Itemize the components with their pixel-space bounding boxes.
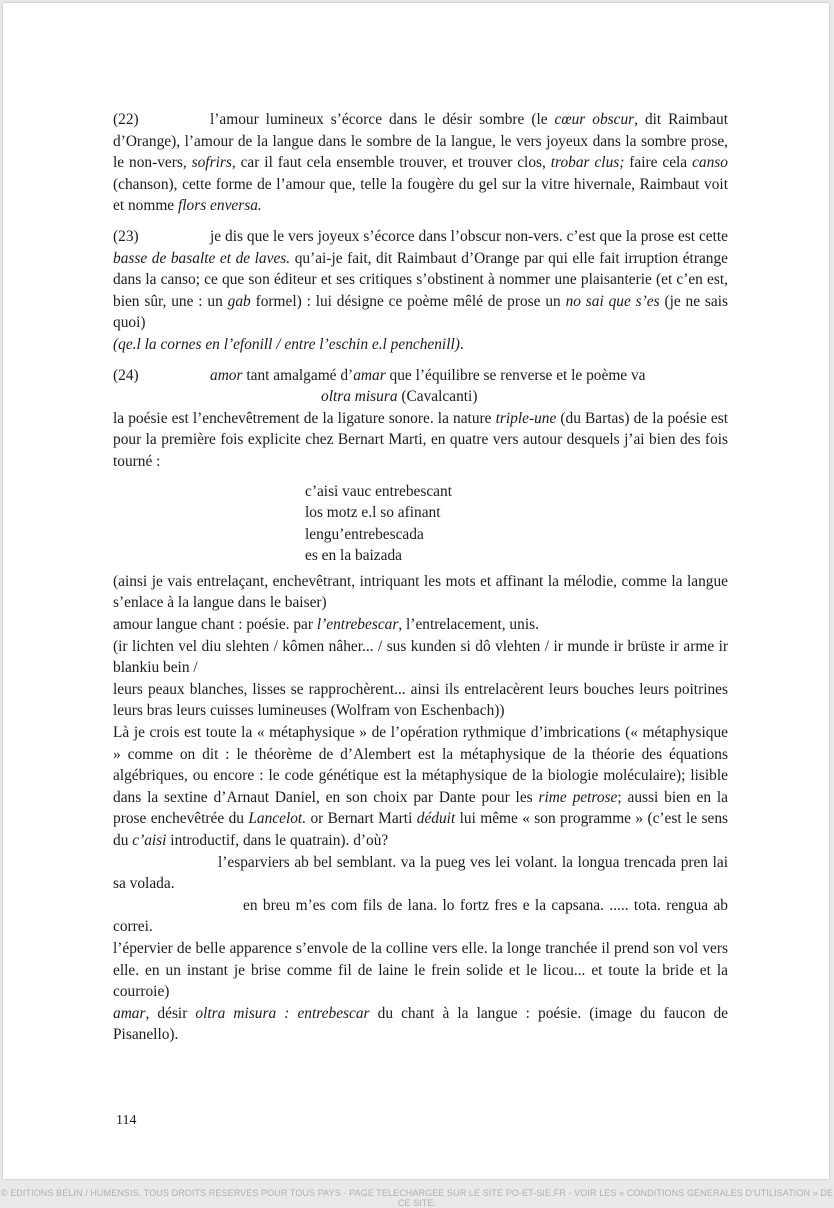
poem-line: c’aisi vauc entrebescant <box>305 482 452 500</box>
paragraph-number: (22) <box>113 111 139 128</box>
amour-line: amour langue chant : poésie. par l’entrebescar, l’entrelacement, unis. <box>113 616 539 634</box>
poem-line: lengu’entrebescada <box>305 525 424 543</box>
centered-line: oltra misura (Cavalcanti) <box>321 388 478 406</box>
epervier-translation: l’épervier de belle apparence s’envole de la colline vers elle. la longe tranchée il prend son vol vers elle. en un instant je brise comme fil de laine le frein solide et le licou... et toute la bride et la courroie) <box>113 939 728 1001</box>
poetry-paragraph: la poésie est l’enchevêtrement de la ligature sonore. la nature triple-une (du Bartas) de la poésie est pour la première fois explicite chez Bernart Marti, en quatre vers autour desquels j’ai bien des fois tourné : <box>113 409 729 470</box>
occitan-verse-2: en breu m’es com fils de lana. lo fortz fres e la capsana. ..... tota. rengua ab correi. <box>113 896 728 936</box>
poem-line: los motz e.l so afinant <box>305 504 441 522</box>
occitan-verse-1: l’esparviers ab bel semblant. va la pueg ves lei volant. la longua trencada pren lai sa volada. <box>113 853 728 893</box>
occitan-quote: (qe.l la cornes en l’efonill / entre l’eschin e.l penchenill) <box>113 335 460 353</box>
paragraph-23: (23) je dis que le vers joyeux s’écorce dans l’obscur non-vers. c’est que la prose est cette basse de basalte et de laves. qu’ai-je fait, dit Raimbaut d’Orange par qui elle fait irruption étrange dans la canso; ce que son éditeur et ses critiques s’obstinent à nommer une plaisanterie (et c’en est, bien sûr, une : un gab formel) : lui désigne ce poème mêlé de prose un no sai que s’es (je ne sais quoi) (qe.l la cornes en l’efonill / entre l’eschin e.l penchenill). <box>113 227 729 353</box>
paragraph-22: (22) l’amour lumineux s’écorce dans le désir sombre (le cœur obscur, dit Raimbaut d’Orange), l’amour de la langue dans le sombre de la langue, le vers joyeux dans la sombre prose, le non-vers, sofrirs, car il faut cela ensemble trouver, et trouver clos, trobar clus; faire cela canso (chanson), cette forme de l’amour que, telle la fougère du gel sur la vitre hivernale, Raimbaut voit et nomme flors enversa. <box>113 111 728 215</box>
paragraph-number: (24) <box>113 366 139 384</box>
paragraph-24: (24) amor tant amalgamé d’amar que l’équilibre se renverse et le poème va <box>113 365 728 387</box>
copyright-footer: © EDITIONS BELIN / HUMENSIS. TOUS DROITS RESERVES POUR TOUS PAYS - PAGE TELECHARGEE SUR LE SITE PO-ET-SIE.FR - VOIR LES « CONDITIONS GENERALES D’UTILISATION » DE CE SITE. <box>0 1188 834 1208</box>
wolfram-french: leurs peaux blanches, lisses se rapprochèrent... ainsi ils entrelacèrent leurs bouches leurs poitrines leurs bras leurs cuisses lumineuses (Wolfram von Eschenbach)) <box>113 680 728 720</box>
closing-line: amar, désir oltra misura : entrebescar du chant à la langue : poésie. (image du faucon de Pisanello). <box>113 1004 728 1044</box>
page <box>3 3 829 1179</box>
translation-paragraph: (ainsi je vais entrelaçant, enchevêtrant, intriquant les mots et affinant la mélodie, comme la langue s’enlace à la langue dans le baiser) <box>113 572 728 612</box>
paragraph-number: (23) <box>113 227 139 245</box>
body-text <box>113 109 728 1046</box>
poem-line: es en la baizada <box>305 547 402 565</box>
poem-quatrain <box>305 481 728 567</box>
wolfram-german: (ir lichten vel diu slehten / kômen nâher... / sus kunden si dô vlehten / ir munde ir brüste ir arme ir blankiu bein / <box>113 637 728 677</box>
metaphysics-paragraph: Là je crois est toute la « métaphysique » de l’opération rythmique d’imbrications (« métaphysique » comme on dit : le théorème de d’Alembert est la métaphysique de la théorie des équations algébriques, ou encore : le code génétique est la métaphysique de la biologie moléculaire); lisible dans la sextine d’Arnaut Daniel, en son choix par Dante pour les rime petrose; aussi bien en la prose enchevêtrée du Lancelot. or Bernart Marti déduit lui même « son programme » (c’est le sens du c’aisi introductif, dans le quatrain). d’où? <box>113 724 728 849</box>
page-number: 114 <box>116 1113 137 1128</box>
